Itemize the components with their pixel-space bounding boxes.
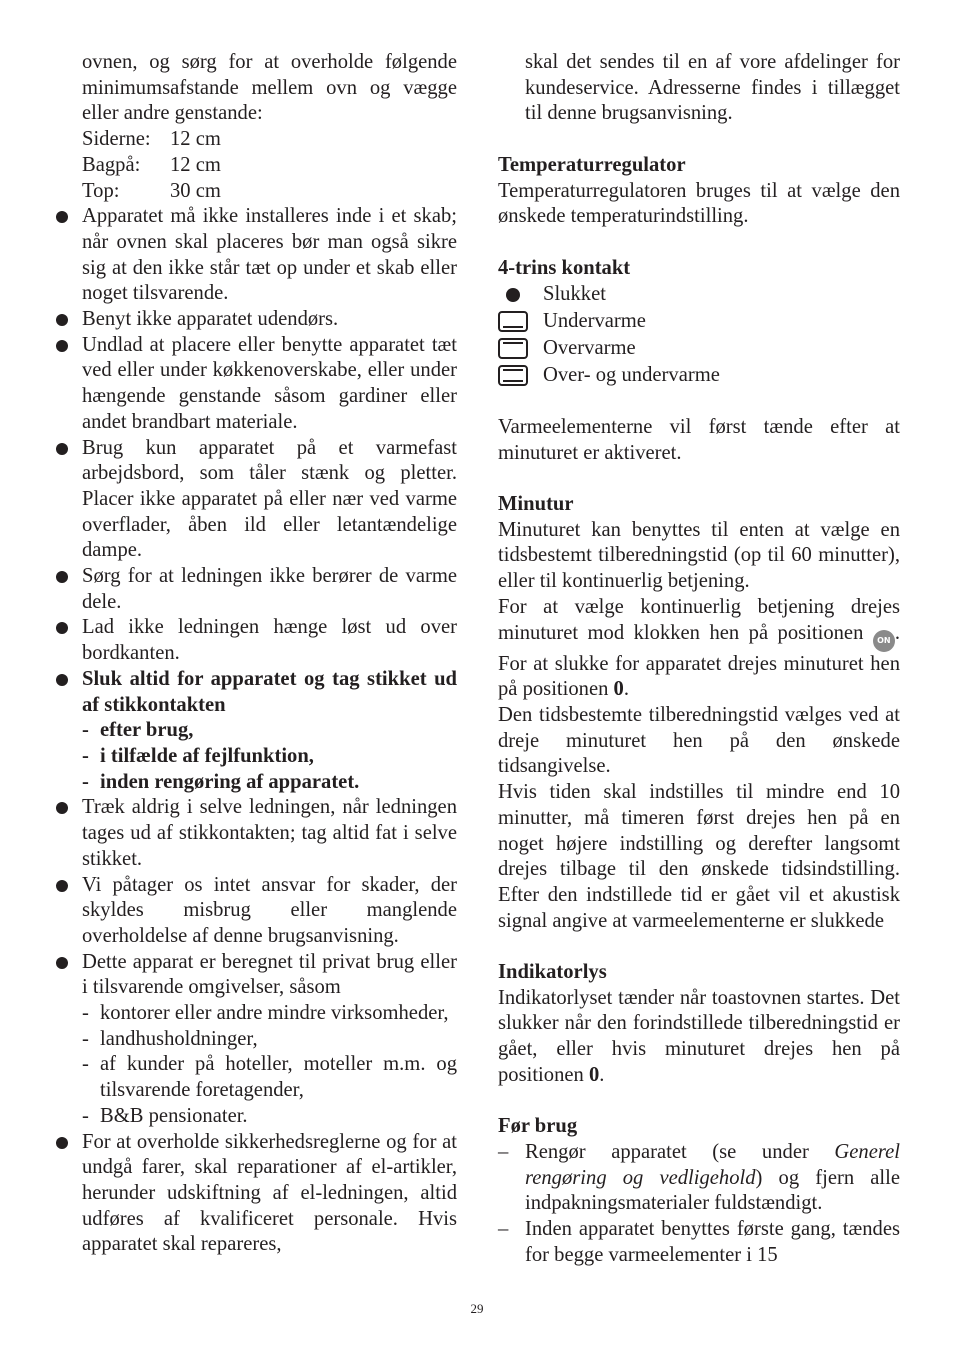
- sub-item: - efter brug,: [82, 719, 194, 742]
- list-item: For at overholde sikkerhedsreglerne og for at undgå farer, skal reparationer af el-artikler, herunder udskiftning af el-ledningen, altid udføres af kvalificeret personale. Hvis apparatet skal repareres,: [55, 1130, 457, 1259]
- page-number: 29: [470, 1301, 484, 1316]
- right-column: [498, 50, 900, 1268]
- sub-item: - i tilfælde af fejlfunktion,: [82, 744, 314, 767]
- left-column: [55, 50, 457, 1258]
- list-item: Træk aldrig i selve ledningen, når ledningen tages ud af stikkontakten; tag altid fat i selve stikket.: [55, 795, 457, 872]
- bullet-icon: [56, 340, 68, 352]
- list-item: Dette apparat er beregnet til privat brug eller i tilsvarende omgivelser, såsom: [55, 950, 457, 1001]
- sub-item: - B&B pensionater.: [82, 1104, 248, 1127]
- sub-item: - af kunder på hoteller, moteller m.m. og tilsvarende foretagender,: [82, 1053, 457, 1102]
- bullet-icon: [56, 314, 68, 326]
- switch-option: Slukket: [498, 281, 900, 308]
- section-heading: Før brug: [498, 1115, 578, 1138]
- dot-icon: [506, 288, 520, 302]
- bullet-icon: [56, 1137, 68, 1149]
- list-item: Lad ikke ledningen hænge løst ud over bordkanten.: [55, 615, 457, 666]
- list-item: Sørg for at ledningen ikke berører de varme dele.: [55, 564, 457, 615]
- distance-row: Siderne: 12 cm: [82, 128, 221, 151]
- list-item: Brug kun apparatet på et varmefast arbejdsbord, som tåler stænk og pletter. Placer ikke apparatet på eller nær ved varme overflader, åben ild eller letantændelige dampe.: [55, 436, 457, 565]
- section-heading: 4-trins kontakt: [498, 256, 631, 279]
- section-heading: Indikatorlys: [498, 961, 607, 984]
- list-item: – Inden apparatet benyttes første gang, tændes for begge varmeelementer i 15: [498, 1218, 900, 1266]
- top-heat-icon: [498, 338, 528, 359]
- paragraph: Den tidsbestemte tilberedningstid vælges ved at dreje minuturet hen på den ønskede tidsangivelse.: [498, 704, 900, 778]
- paragraph: Varmeelementerne vil først tænde efter at minuturet er aktiveret.: [498, 415, 900, 464]
- bullet-icon: [56, 880, 68, 892]
- paragraph: Minuturet kan benyttes til enten at vælge en tidsbestemt tilberedningstid (op til 60 minutter), eller til kontinuerlig betjening.: [498, 518, 900, 593]
- bullet-icon: [56, 211, 68, 223]
- intro-text: ovnen, og sørg for at overholde følgende minimumsafstande mellem ovn og vægge eller andre genstande:: [82, 51, 457, 125]
- bullet-icon: [56, 443, 68, 455]
- paragraph: For at vælge kontinuerlig betjening drejes minuturet mod klokken hen på positionen ON . For at slukke for apparatet drejes minuturet hen på positionen 0.: [498, 595, 901, 701]
- sub-item: - inden rengøring af apparatet.: [82, 770, 360, 793]
- list-item: Vi påtager os intet ansvar for skader, der skyldes misbrug eller manglende overholdelse af denne brugsanvisning.: [55, 873, 457, 950]
- section-heading: Minutur: [498, 493, 574, 516]
- sub-item: - landhusholdninger,: [82, 1027, 258, 1050]
- bullet-icon: [56, 622, 68, 634]
- bullet-icon: [56, 571, 68, 583]
- distance-row: Top: 30 cm: [82, 179, 221, 202]
- bullet-icon: [56, 802, 68, 814]
- list-item: Undlad at placere eller benytte apparatet tæt ved eller under køkkenoverskabe, eller under hængende genstande såsom gardiner eller andet brandbart materiale.: [55, 333, 457, 436]
- top-bottom-heat-icon: [498, 365, 528, 386]
- switch-option: Undervarme: [498, 308, 900, 335]
- list-item: – Rengør apparatet (se under Generel rengøring og vedligehold) og fjern alle indpakningsmaterialer fuldstændigt.: [498, 1140, 900, 1215]
- list-item: Benyt ikke apparatet udendørs.: [55, 307, 457, 333]
- bullet-icon: [56, 674, 68, 686]
- switch-option: Over- og undervarme: [498, 362, 900, 389]
- paragraph: Hvis tiden skal indstilles til mindre end 10 minutter, må timeren først drejes hen på en noget højere indstilling og derefter langsomt drejes tilbage til den ønskede tidsindstilling. Efter den indstillede tid er gået vil et akustisk signal angive at varmeelementerne er slukkede: [498, 781, 900, 932]
- bullet-icon: [56, 957, 68, 969]
- section-heading: Temperaturregulator: [498, 153, 686, 176]
- switch-option: Overvarme: [498, 335, 900, 362]
- paragraph: Indikatorlyset tænder når toastovnen startes. Det slukker når den forindstillede tilberedningstid er gået, eller hvis minuturet drejes hen på positionen 0.: [498, 986, 900, 1086]
- on-position-icon: ON: [873, 630, 895, 652]
- sub-item: - kontorer eller andre mindre virksomheder,: [82, 1002, 449, 1025]
- bottom-heat-icon: [498, 311, 528, 332]
- paragraph: Temperaturregulatoren bruges til at vælge den ønskede temperaturindstilling.: [498, 179, 900, 228]
- repair-continued: skal det sendes til en af vore afdelinger for kundeservice. Adresserne findes i tillægget til denne brugsanvisning.: [525, 51, 900, 125]
- unplug-warning: Sluk altid for apparatet og tag stikket ud af stikkontakten: [55, 667, 457, 718]
- distance-row: Bagpå: 12 cm: [82, 153, 221, 176]
- list-item: Apparatet må ikke installeres inde i et skab; når ovnen skal placeres bør man også sikre sig at den ikke står tæt op under et skab eller noget tilsvarende.: [55, 204, 457, 307]
